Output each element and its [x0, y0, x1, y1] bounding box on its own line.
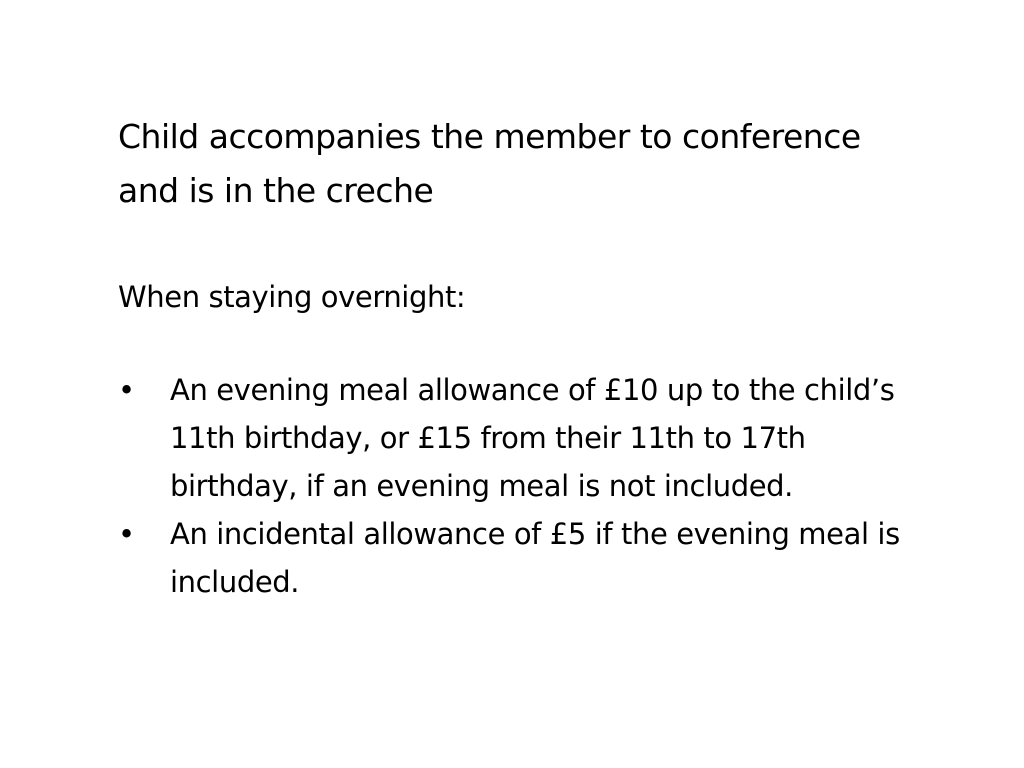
bullet-icon: •: [118, 517, 135, 551]
bullet-list: [118, 366, 938, 606]
bullet-text: An evening meal allowance of £10 up to the child’s 11th birthday, or £15 from their 11th to 17th birthday, if an evening meal is not included.: [170, 373, 895, 503]
slide-subtitle: When staying overnight:: [118, 280, 466, 314]
bullet-text: An incidental allowance of £5 if the evening meal is included.: [170, 517, 900, 599]
bullet-icon: •: [118, 373, 135, 407]
bullet-item: [118, 510, 938, 606]
bullet-item: [118, 366, 938, 510]
slide-title: Child accompanies the member to conference and is in the creche: [118, 117, 861, 210]
